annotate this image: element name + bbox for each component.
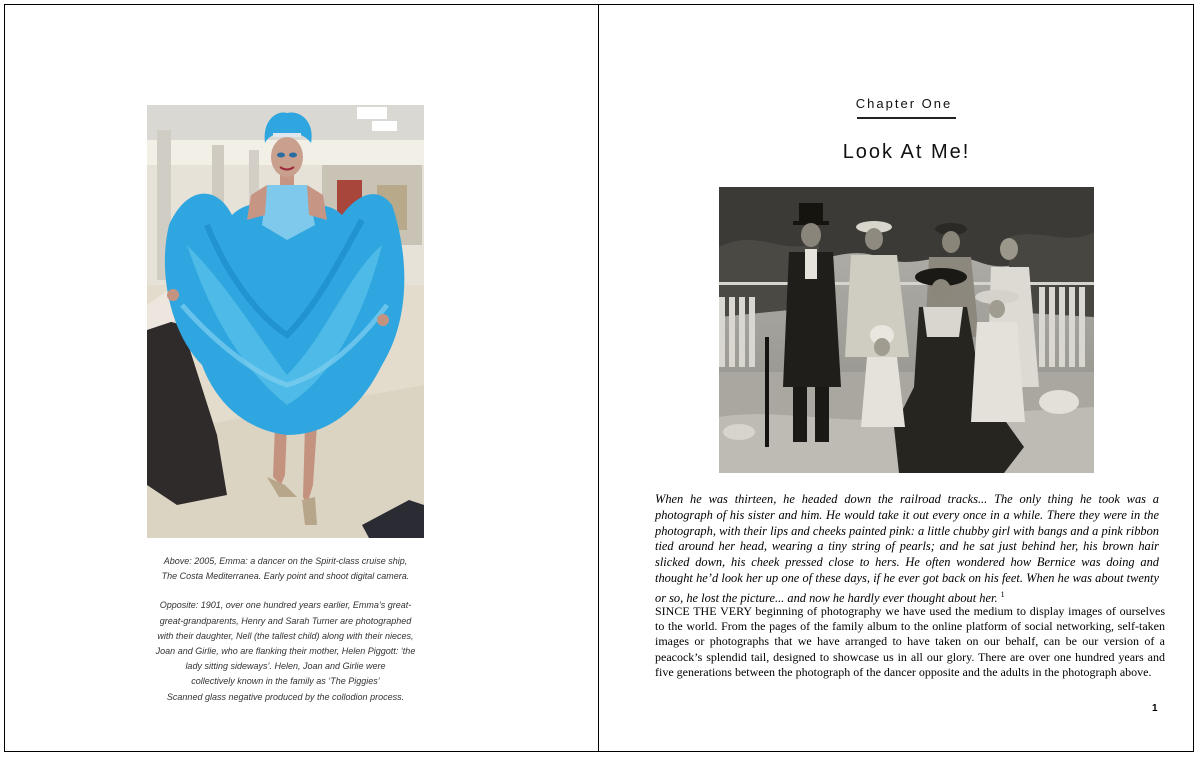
right-page [599,4,1194,752]
family-illustration [719,187,1094,473]
caption-above-line: Above: 2005, Emma: a dancer on the Spirit-class cruise ship, [163,556,408,566]
photo-captions [134,554,437,705]
caption-opposite-line: lady sitting sideways’. Helen, Joan and Girlie were [185,661,386,672]
chapter-title: Look At Me! [842,141,971,163]
caption-opposite-line: great-grandparents, Henry and Sarah Turner are photographed [159,615,412,626]
chapter-body-paragraph: SINCE THE VERY beginning of photography we have used the medium to display images of ourselves to the world. From the pages of the family album to the online platform of social networking, self-taken images or photographs that we have arranged to have taken on our behalf, can be our version of a peacock’s splendid tail, designed to showcase us in all our glory. There are over one hundred years and five generations between the photograph of the dancer opposite and the adults in the photograph above. [655,604,1165,679]
dancer-illustration [147,105,424,538]
chapter-label: Chapter One [855,96,953,111]
page-number: 1 [1152,703,1158,714]
caption-opposite-line: Joan and Girlie, who are flanking their mother, Helen Piggott: ‘the [155,646,416,657]
footnote-marker[interactable]: 1 [1000,589,1005,599]
chapter-underline [857,117,956,119]
dancer-photo [147,105,424,538]
caption-opposite-line: Scanned glass negative produced by the collodion process. [166,691,405,702]
epigraph-text: When he was thirteen, he headed down the railroad tracks... The only thing he took was a photograph of his sister and him. He would take it out every once in a while. There they were in the photograph, with their lips and cheeks painted pink: a little chubby girl with bangs and a pink ribbon tied around her head, wearing a tiny string of pearls; and he sat just behind her, his brown hair slicked down, his cheek pressed close to hers. He often wondered how Bernice was doing and thought he’d look her up one of these days, if he ever got back on his feet. When he was about twenty or so, he lost the picture... and now he hardly ever thought about her. [655,492,1159,605]
caption-opposite-line: Opposite: 1901, over one hundred years earlier, Emma’s great- [159,600,412,611]
left-page [4,4,598,752]
caption-above-line: The Costa Mediterranea. Early point and shoot digital camera. [161,571,410,582]
chapter-epigraph [655,492,1159,607]
caption-opposite-line: collectively known in the family as ‘The Piggies’ [191,676,380,687]
family-photo [719,187,1094,473]
caption-opposite-line: with their daughter, Nell (the tallest child) along with their nieces, [157,630,414,641]
